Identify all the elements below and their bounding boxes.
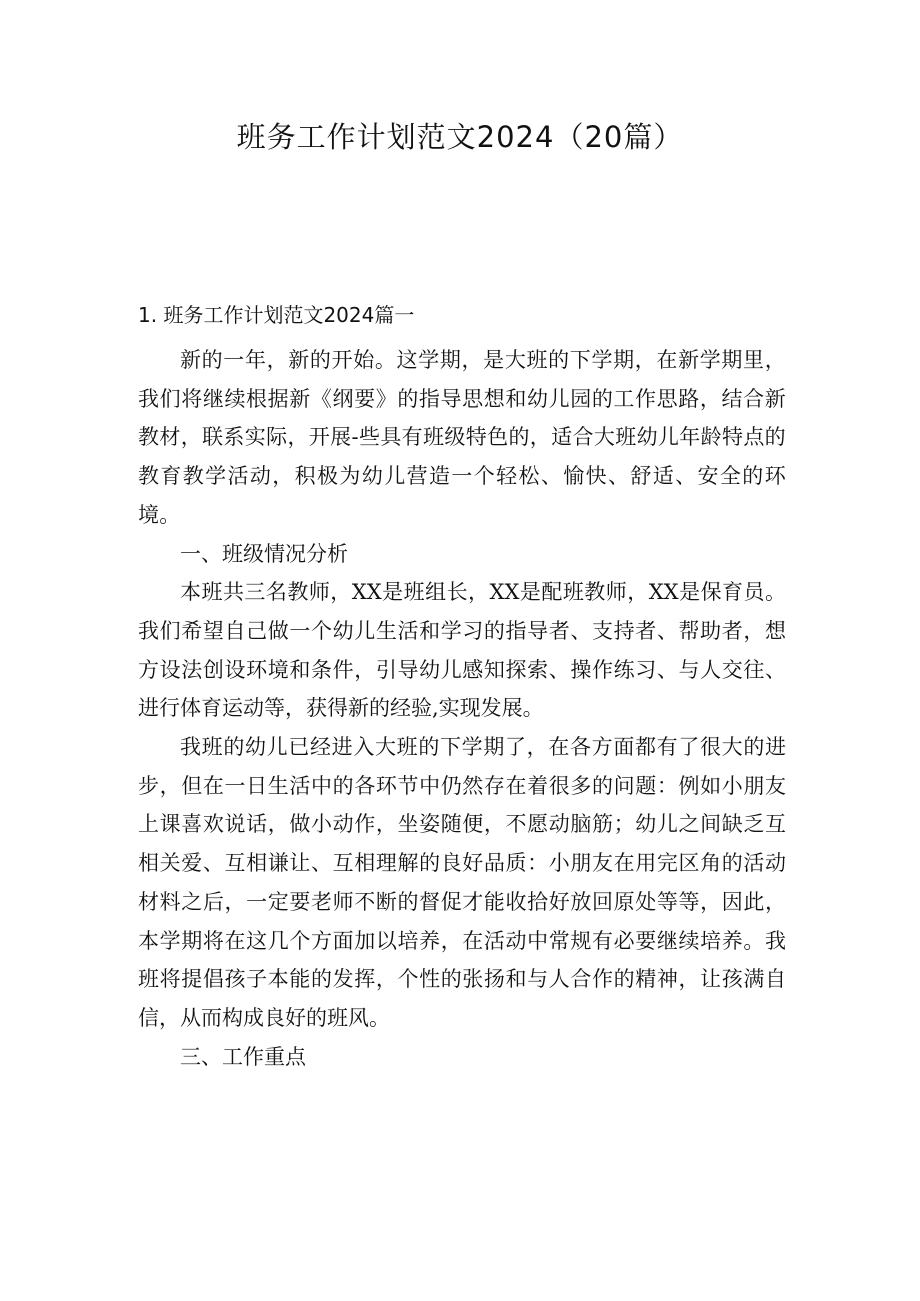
paragraph-teachers: 本班共三名教师，XX是班组长，XX是配班教师，XX是保育员。我们希望自己做一个幼儿生活和学习的指导者、支持者、帮助者，想方设法创设环境和条件，引导幼儿感知探索、操作练习、与人交往、进行体育运动等，获得新的经验,实现发展。 bbox=[138, 580, 786, 721]
subheading-class-analysis: 一、班级情况分析 bbox=[180, 541, 348, 566]
section-heading: 1. 班务工作计划范文2024篇一 bbox=[138, 303, 415, 327]
document-title: 班务工作计划范文2024（20篇） bbox=[236, 120, 684, 154]
document-body bbox=[138, 341, 786, 1076]
paragraph-children: 我班的幼儿已经进入大班的下学期了，在各方面都有了很大的进步，但在一日生活中的各环节中仍然存在着很多的问题：例如小朋友上课喜欢说话，做小动作，坐姿随便，不愿动脑筋；幼儿之间缺乏互相关爱、互相谦让、互相理解的良好品质：小朋友在用完区角的活动材料之后，一定要老师不断的督促才能收拾好放回原处等等，因此，本学期将在这几个方面加以培养，在活动中常规有必要继续培养。我班将提倡孩子本能的发挥，个性的张扬和与人合作的精神，让孩满自信，从而构成良好的班风。 bbox=[138, 735, 786, 1030]
subheading-work-focus: 三、工作重点 bbox=[180, 1044, 306, 1069]
intro-paragraph: 新的一年，新的开始。这学期，是大班的下学期，在新学期里，我们将继续根据新《纲要》的指导思想和幼儿园的工作思路，结合新教材，联系实际，开展-些具有班级特色的，适合大班幼儿年龄特点的教育教学活动，积极为幼儿营造一个轻松、愉快、舒适、安全的环境。 bbox=[138, 348, 786, 527]
